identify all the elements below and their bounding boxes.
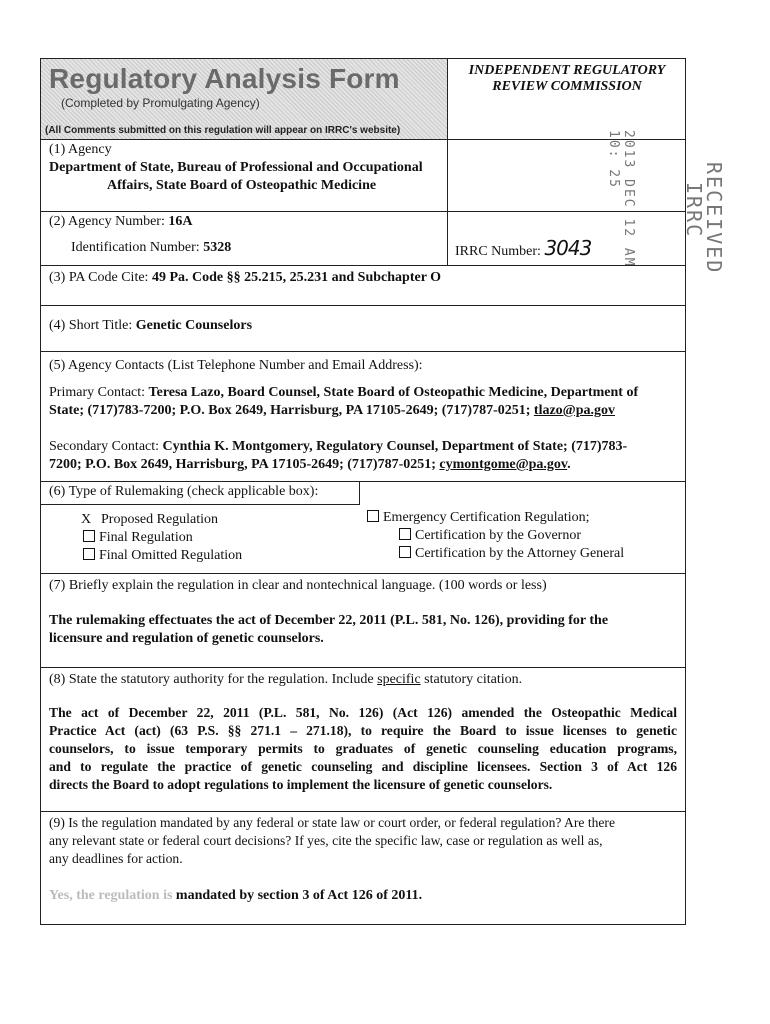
- short-title-value: Genetic Counselors: [135, 318, 253, 333]
- identification-number: [71, 240, 231, 256]
- form-title-block: [41, 59, 448, 139]
- mandate-row: [41, 812, 685, 924]
- emergency-checkbox[interactable]: [367, 510, 379, 522]
- authority-answer: [49, 704, 677, 794]
- emergency-label: Emergency Certification Regulation;: [383, 510, 590, 525]
- agency-line1: Department of State, Bureau of Professional and Occupational: [49, 160, 423, 175]
- primary-contact-label: Primary Contact:: [49, 385, 146, 400]
- mandate-answer: [49, 888, 422, 904]
- governor-label: Certification by the Governor: [415, 528, 582, 543]
- final-omitted-label: Final Omitted Regulation: [99, 548, 243, 563]
- mandate-question-line2: any relevant state or federal court decisions? If yes, cite the specific law, case or regulation as well as,: [49, 833, 603, 848]
- mandate-answer-text: mandated by section 3 of Act 126 of 2011.: [175, 888, 423, 903]
- form-note: (All Comments submitted on this regulation will appear on IRRC's website): [45, 125, 401, 136]
- agency-label: (1) Agency: [49, 142, 112, 157]
- final-label: Final Regulation: [99, 530, 193, 545]
- irrc-number-label: IRRC Number:: [455, 244, 541, 259]
- identification-number-value: 5328: [203, 240, 232, 255]
- contacts-row: [41, 352, 685, 482]
- received-stamp-text: RECEIVED: [702, 162, 726, 275]
- irrc-heading-line1: INDEPENDENT REGULATORY: [468, 63, 666, 78]
- proposed-option[interactable]: [81, 512, 218, 528]
- rulemaking-row: [41, 482, 685, 574]
- authority-line4: and to regulate the practice of genetic counseling and discipline licensees. Section 3 of Act 126: [49, 759, 677, 774]
- authority-line1: The act of December 22, 2011 (P.L. 581, No. 126) (Act 126) amended the Osteopathic Medical: [49, 705, 677, 720]
- secondary-contact-end: .: [567, 457, 571, 472]
- code-cite-label: (3) PA Code Cite:: [49, 270, 149, 285]
- agency-number-row: [41, 212, 685, 266]
- regulatory-analysis-form: [40, 58, 686, 925]
- agency-number-label: (2) Agency Number:: [49, 214, 165, 229]
- explain-line2: licensure and regulation of genetic counselors.: [49, 631, 324, 646]
- final-omitted-checkbox[interactable]: [83, 548, 95, 560]
- governor-checkbox[interactable]: [399, 528, 411, 540]
- explain-label: (7) Briefly explain the regulation in clear and nontechnical language. (100 words or less): [49, 578, 547, 593]
- identification-number-label: Identification Number:: [71, 240, 200, 255]
- authority-line2: Practice Act (act) (63 P.S. §§ 271.1 – 271.18), to require the Board to issue licenses to genetic: [49, 723, 677, 738]
- primary-contact: [49, 384, 677, 420]
- code-cite: [49, 270, 441, 286]
- authority-label-a: (8) State the statutory authority for the regulation. Include: [49, 672, 378, 687]
- contacts-label: (5) Agency Contacts (List Telephone Number and Email Address):: [49, 358, 423, 373]
- emergency-option[interactable]: [367, 510, 590, 526]
- mandate-answer-faded: Yes, the regulation is: [49, 888, 176, 903]
- attorney-checkbox[interactable]: [399, 546, 411, 558]
- irrc-number-value: 3043: [544, 236, 592, 260]
- short-title: [49, 318, 252, 334]
- authority-label-specific: specific: [377, 672, 421, 687]
- rulemaking-label: (6) Type of Rulemaking (check applicable box):: [49, 484, 319, 499]
- short-title-row: [41, 306, 685, 352]
- explain-answer: [49, 612, 677, 648]
- authority-row: [41, 668, 685, 812]
- code-cite-value: 49 Pa. Code §§ 25.215, 25.231 and Subchapter O: [151, 270, 442, 285]
- authority-line5: directs the Board to adopt regulations to implement the licensure of genetic counselors.: [49, 777, 553, 792]
- proposed-label: Proposed Regulation: [101, 512, 219, 527]
- column-divider: [447, 212, 448, 265]
- mandate-question: [49, 814, 677, 868]
- governor-option[interactable]: [399, 528, 581, 544]
- mandate-question-line3: any deadlines for action.: [49, 851, 183, 866]
- explain-row: [41, 574, 685, 668]
- agency-line2: Affairs, State Board of Osteopathic Medicine: [107, 178, 377, 193]
- irrc-stamp-text: IRRC: [682, 182, 706, 239]
- proposed-checkmark: X: [81, 512, 92, 527]
- explain-line1: The rulemaking effectuates the act of December 22, 2011 (P.L. 581, No. 126), providing for the: [49, 613, 609, 628]
- authority-label-b: statutory citation.: [420, 672, 523, 687]
- primary-contact-line1: Teresa Lazo, Board Counsel, State Board of Osteopathic Medicine, Department of: [148, 385, 639, 400]
- date-stamp-text: 2013 DEC 12 AM 10: 25: [606, 130, 636, 268]
- secondary-contact: [49, 438, 677, 474]
- agency-row: [41, 140, 685, 212]
- secondary-contact-email[interactable]: cymontgome@pa.gov: [439, 457, 568, 472]
- primary-contact-line2: State; (717)783-7200; P.O. Box 2649, Harrisburg, PA 17105-2649; (717)787-0251;: [49, 403, 531, 418]
- agency-number-value: 16A: [168, 214, 193, 229]
- form-title: Regulatory Analysis Form: [49, 63, 400, 94]
- column-divider: [447, 140, 448, 211]
- agency-number: [49, 214, 192, 230]
- final-checkbox[interactable]: [83, 530, 95, 542]
- short-title-label: (4) Short Title:: [49, 318, 133, 333]
- primary-contact-email[interactable]: tlazo@pa.gov: [533, 403, 615, 418]
- irrc-number: [455, 236, 591, 260]
- attorney-label: Certification by the Attorney General: [415, 546, 625, 561]
- mandate-question-line1: (9) Is the regulation mandated by any federal or state law or court order, or federal regulation? Are there: [49, 815, 615, 830]
- date-stamp: [606, 130, 636, 280]
- form-header: [41, 59, 685, 140]
- irrc-stamp: [682, 182, 706, 238]
- irrc-heading: [451, 63, 683, 95]
- final-omitted-option[interactable]: [83, 548, 242, 564]
- secondary-contact-label: Secondary Contact:: [49, 439, 160, 454]
- form-subtitle: (Completed by Promulgating Agency): [61, 96, 260, 110]
- code-cite-row: [41, 266, 685, 306]
- secondary-contact-line1: Cynthia K. Montgomery, Regulatory Counsel, Department of State; (717)783-: [162, 439, 628, 454]
- secondary-contact-line2: 7200; P.O. Box 2649, Harrisburg, PA 17105-2649; (717)787-0251;: [49, 457, 436, 472]
- authority-line3: counselors, to issue temporary permits to graduates of genetic counseling education programs,: [49, 741, 677, 756]
- irrc-heading-line2: REVIEW COMMISSION: [492, 79, 642, 94]
- authority-label: [49, 672, 522, 688]
- attorney-option[interactable]: [399, 546, 624, 562]
- final-option[interactable]: [83, 530, 193, 546]
